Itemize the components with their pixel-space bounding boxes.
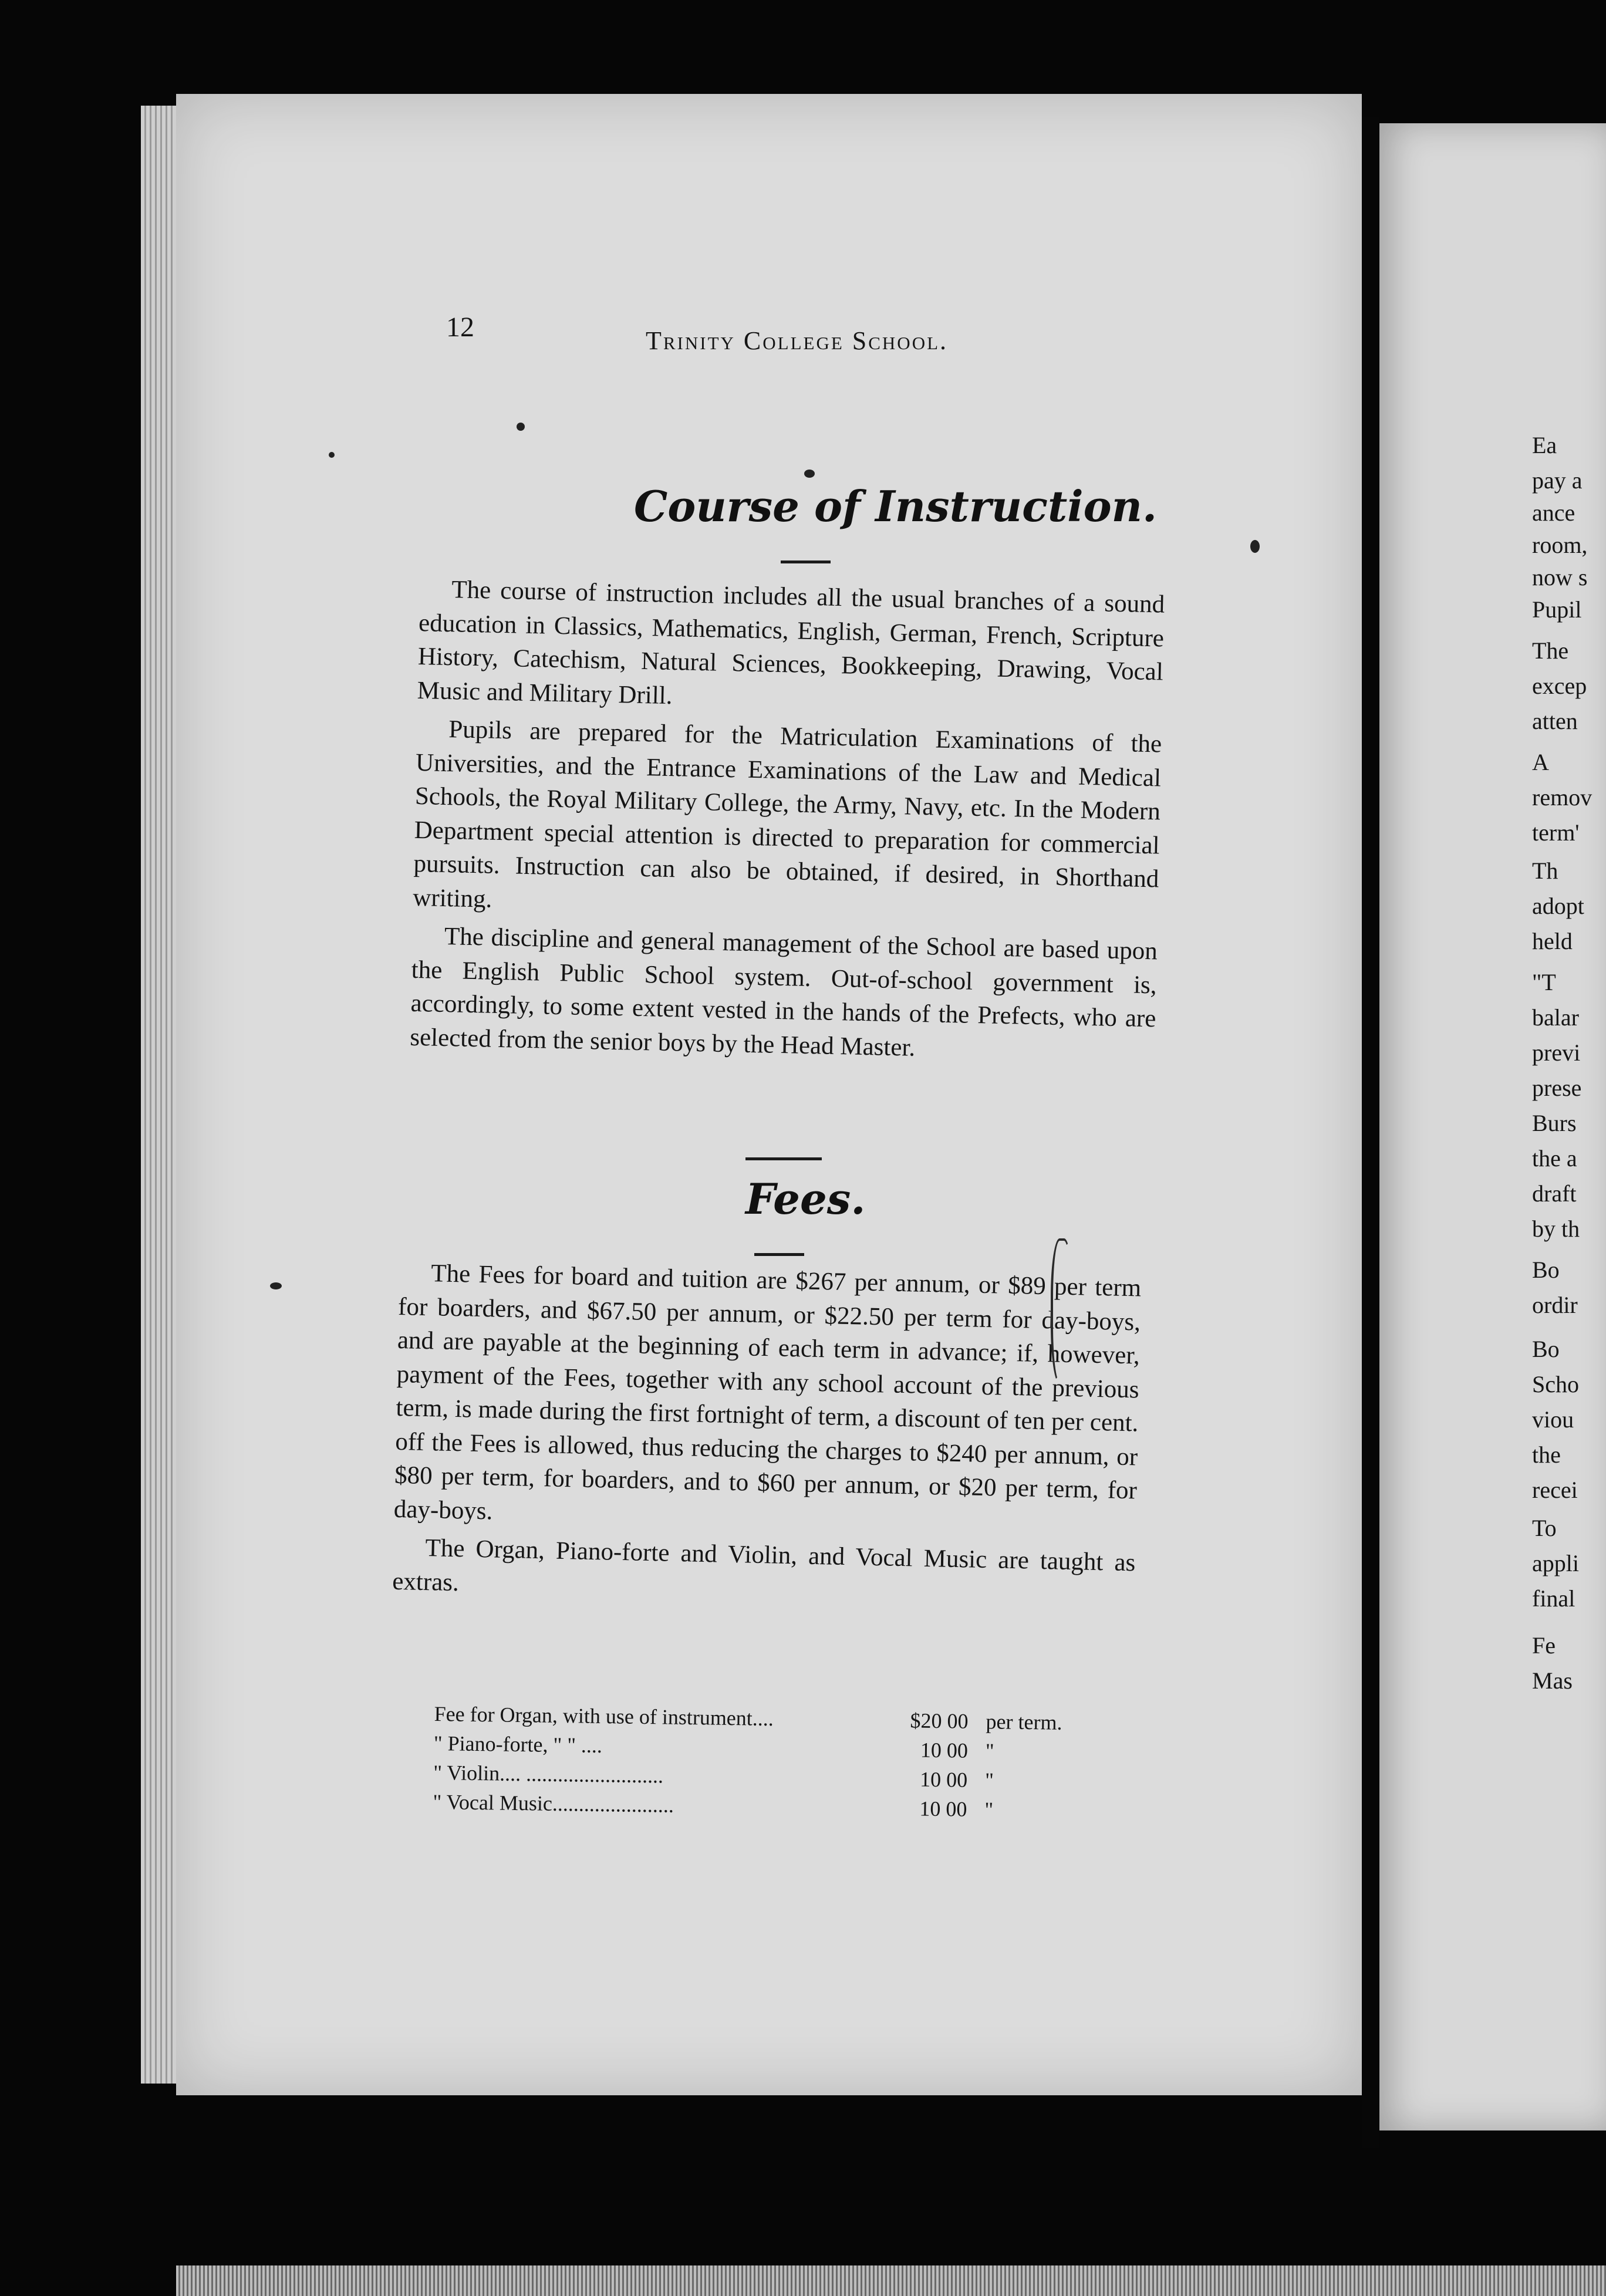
- paragraph: The Fees for board and tuition are $267 per annum, or $89 per term for boarders, and $67.50 per annum, or $22.50 per term for day-boys, and are payable at the beginning of each term in advance; if, however, payment of the Fees, together with any school account of the previous term, is made during the first fortnight of term, a discount of ten per cent. off the Fees is allowed, thus reducing the charges to $240 per annum, or $80 per term, for boarders, and to $60 per annum, or $20 per term, for day-boys.: [393, 1260, 1142, 1525]
- right-page-fragment: the: [1532, 1441, 1561, 1468]
- right-page-fragment: previ: [1532, 1039, 1581, 1066]
- right-page-fragment: recei: [1532, 1477, 1578, 1503]
- right-page-fragment: draft: [1532, 1180, 1577, 1207]
- right-page-fragment: the a: [1532, 1145, 1577, 1171]
- right-page-fragment: term': [1532, 819, 1580, 846]
- right-page-fragment: Scho: [1532, 1371, 1579, 1397]
- fee-label: Fee for Organ, with use of instrument....: [434, 1701, 774, 1731]
- paragraph: The course of instruction includes all the usual branches of a sound education in Classics, Mathematics, English, German, French, Scripture History, Catechism, Natural Sciences, Bookkeeping, Drawing, Vocal Music and Military Drill.: [417, 576, 1165, 710]
- ink-speck: [270, 1282, 282, 1289]
- page-edge: [141, 106, 176, 2084]
- right-page-fragment: pay a: [1532, 467, 1583, 494]
- title-rule: [781, 561, 831, 563]
- right-page-fragment: The: [1532, 637, 1569, 664]
- right-page-fragment: appli: [1532, 1550, 1579, 1576]
- right-page-fragment: Ea: [1532, 432, 1557, 458]
- fee-amount: 10 00: [920, 1738, 969, 1762]
- section-divider: [745, 1157, 822, 1160]
- ink-speck: [804, 470, 815, 478]
- fee-period: per term.: [986, 1710, 1062, 1734]
- right-page-fragment: Fe: [1532, 1632, 1556, 1659]
- fee-period: ": [984, 1798, 994, 1822]
- book-gutter: [1362, 117, 1379, 2148]
- fee-label: " Vocal Music.......................: [433, 1789, 674, 1817]
- title-rule: [754, 1253, 804, 1256]
- ink-speck: [1250, 540, 1260, 553]
- section-title-course: Course of Instruction.: [634, 481, 1158, 531]
- fee-table: [433, 1699, 1092, 1826]
- fees-text: [392, 1256, 1142, 1618]
- paragraph: Pupils are prepared for the Matriculation Examinations of the Universities, and the Entrance Examinations of the Law and Medical Schools, the Royal Military College, the Army, Navy, etc. In the Modern Department special attention is directed to preparation for commercial pursuits. Instruction can also be obtained, if desired, in Shorthand writing.: [412, 715, 1162, 913]
- right-page-fragment: Th: [1532, 857, 1558, 884]
- right-page-fragment: viou: [1532, 1406, 1574, 1433]
- fee-amount: 10 00: [919, 1767, 968, 1792]
- right-page-fragment: To: [1532, 1515, 1557, 1541]
- right-page-fragment: final: [1532, 1585, 1575, 1612]
- right-page-fragment: atten: [1532, 708, 1578, 734]
- right-page-fragment: prese: [1532, 1075, 1582, 1101]
- fee-amount: 10 00: [919, 1797, 967, 1821]
- right-page-fragment: balar: [1532, 1004, 1579, 1031]
- fee-amount: $20 00: [910, 1709, 969, 1733]
- right-page-fragment: Pupil: [1532, 596, 1582, 623]
- right-page-fragment: room,: [1532, 532, 1588, 558]
- right-page-fragment: now s: [1532, 564, 1588, 590]
- right-page-fragment: excep: [1532, 673, 1587, 699]
- ink-speck: [517, 423, 525, 431]
- right-page-fragment: Bo: [1532, 1336, 1560, 1362]
- paragraph: The Organ, Piano-forte and Violin, and Vocal Music are taught as extras.: [392, 1534, 1136, 1596]
- right-page-fragment: Mas: [1532, 1667, 1573, 1694]
- next-page-edge: [176, 2265, 1606, 2296]
- section-title-fees: Fees.: [745, 1174, 866, 1224]
- right-page-fragment: A: [1532, 749, 1549, 775]
- ink-speck: [329, 452, 335, 458]
- right-page-fragment: remov: [1532, 784, 1592, 811]
- fee-label: " Violin.... ..........................: [433, 1760, 664, 1788]
- page-number: 12: [446, 312, 474, 343]
- right-page-fragment: ance: [1532, 499, 1575, 526]
- course-text: [410, 572, 1165, 1074]
- right-page-fragment: ordir: [1532, 1292, 1578, 1318]
- fee-period: ": [985, 1739, 994, 1763]
- right-page-fragment: Bo: [1532, 1257, 1560, 1283]
- fee-period: ": [984, 1768, 994, 1792]
- pen-mark: [1051, 1238, 1073, 1384]
- running-head: Trinity College School.: [646, 326, 949, 355]
- right-page-fragment: by th: [1532, 1215, 1580, 1242]
- right-page-fragment: held: [1532, 928, 1573, 954]
- right-page-fragment: adopt: [1532, 893, 1584, 919]
- fee-label: " Piano-forte, " " ....: [433, 1731, 603, 1757]
- right-page-fragment: "T: [1532, 969, 1556, 995]
- paragraph: The discipline and general management of the School are based upon the English Public School system. Out-of-school government is, accordingly, to some extent vested in the hands of the Prefects, who are selected from the senior boys by the Head Master.: [409, 923, 1158, 1062]
- right-page-fragment: Burs: [1532, 1110, 1577, 1136]
